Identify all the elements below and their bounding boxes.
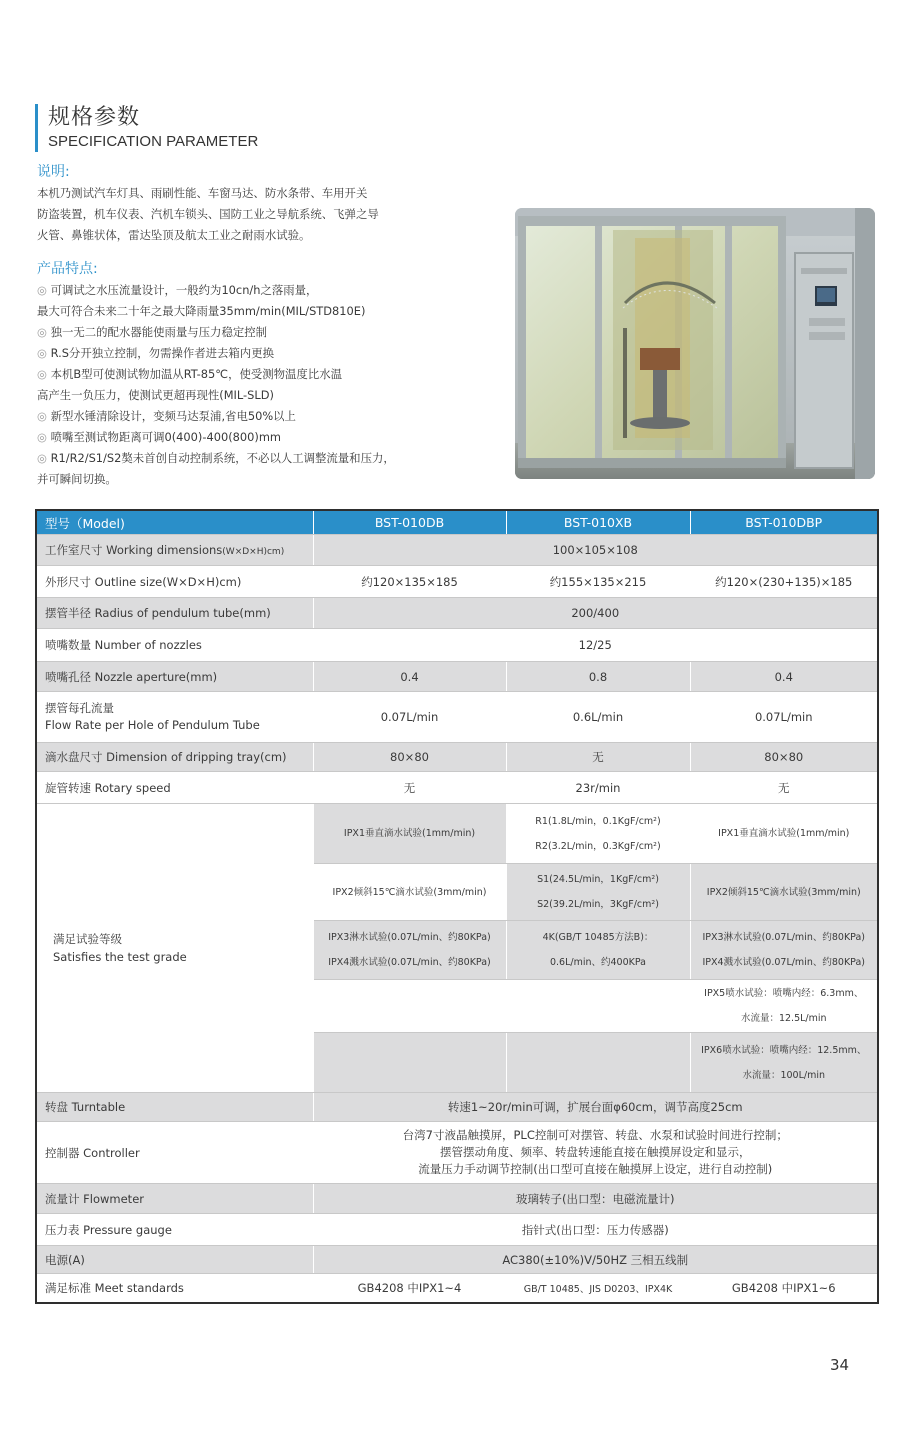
model-col-2: BST-010XB bbox=[506, 510, 690, 535]
features-label: 产品特点: bbox=[37, 261, 98, 277]
features-list bbox=[37, 280, 437, 490]
grade-line: 0.6L/min、约400KPa bbox=[549, 957, 646, 968]
row-label: 外形尺寸 Outline size(W×D×H)cm) bbox=[36, 566, 313, 598]
feature-item bbox=[37, 427, 437, 448]
feature-item bbox=[37, 385, 437, 406]
row-label bbox=[36, 535, 313, 566]
grade-line: IPX3淋水试验(0.07L/min、约80KPa) bbox=[328, 932, 491, 943]
table-row-working-dim bbox=[36, 535, 878, 566]
feature-item bbox=[37, 301, 437, 322]
title-cn: 规格参数 bbox=[48, 105, 141, 130]
feature-item bbox=[37, 322, 437, 343]
feature-item bbox=[37, 364, 437, 385]
model-col-3: BST-010DBP bbox=[690, 510, 878, 535]
grade-line: R1(1.8L/min，0.1KgF/cm²) bbox=[535, 815, 661, 827]
row-value: 23r/min bbox=[506, 772, 690, 804]
row-label: 控制器 Controller bbox=[36, 1122, 313, 1184]
row-value: GB/T 10485、JIS D0203、IPX4K bbox=[506, 1274, 690, 1303]
grade-line: R2(3.2L/min，0.3KgF/cm²) bbox=[535, 840, 661, 852]
label-en: Flow Rate per Hole of Pendulum Tube bbox=[45, 718, 260, 732]
feature-text: 并可瞬间切换。 bbox=[37, 472, 117, 486]
bullet-icon: ◎ bbox=[37, 367, 47, 381]
grade-line: 水流量：100L/min bbox=[742, 1069, 826, 1081]
row-value: GB4208 中IPX1~6 bbox=[690, 1274, 878, 1303]
row-value: 指针式(出口型：压力传感器) bbox=[313, 1214, 878, 1246]
grade-cell bbox=[690, 1033, 878, 1093]
grade-cell bbox=[313, 921, 506, 980]
row-label bbox=[36, 692, 313, 743]
feature-item bbox=[37, 343, 437, 364]
grade-cell: IPX2倾斜15℃滴水试验(3mm/min) bbox=[313, 864, 506, 921]
feature-text: 最大可符合未来二十年之最大降雨量35mm/min(MIL/STD810E) bbox=[37, 304, 366, 318]
description-label: 说明: bbox=[37, 164, 70, 180]
bullet-icon: ◎ bbox=[37, 451, 47, 465]
grade-line: S2(39.2L/min，3KgF/cm²) bbox=[537, 899, 659, 910]
table-row-outline bbox=[36, 566, 878, 598]
table-row-flowmeter bbox=[36, 1184, 878, 1214]
row-label: 电源(A) bbox=[36, 1246, 313, 1274]
table-row-power bbox=[36, 1246, 878, 1274]
row-value: 80×80 bbox=[690, 743, 878, 772]
row-label: 喷嘴孔径 Nozzle aperture(mm) bbox=[36, 662, 313, 692]
feature-item bbox=[37, 448, 437, 469]
description-line: 本机乃测试汽车灯具、雨刷性能、车窗马达、防水条带、车用开关 bbox=[37, 186, 368, 200]
table-header-row bbox=[36, 510, 878, 535]
label-cn: 满足试验等级 bbox=[53, 932, 122, 946]
row-label: 流量计 Flowmeter bbox=[36, 1184, 313, 1214]
row-value: 0.8 bbox=[506, 662, 690, 692]
description-line: 防盗装置，机车仪表、汽机车锁头、国防工业之导航系统、飞弹之导 bbox=[37, 207, 379, 221]
feature-text: 独一无二的配水器能使雨量与压力稳定控制 bbox=[50, 325, 268, 339]
row-value: 0.07L/min bbox=[690, 692, 878, 743]
label-en: Satisfies the test grade bbox=[53, 950, 187, 964]
feature-text: 喷嘴至测试物距离可调0(400)-400(800)mm bbox=[50, 430, 282, 444]
controller-line: 流量压力手动调节控制(出口型可直接在触摸屏上设定，进行自动控制) bbox=[418, 1162, 773, 1176]
bullet-icon: ◎ bbox=[37, 409, 47, 423]
label-cn: 摆管每孔流量 bbox=[45, 701, 114, 715]
table-row-tray bbox=[36, 743, 878, 772]
bullet-icon: ◎ bbox=[37, 283, 47, 297]
grade-cell bbox=[690, 921, 878, 980]
grade-cell bbox=[506, 921, 690, 980]
grade-line: IPX4溅水试验(0.07L/min、约80KPa) bbox=[328, 957, 491, 968]
table-row-turntable bbox=[36, 1093, 878, 1122]
feature-item bbox=[37, 469, 437, 490]
table-row-pressure bbox=[36, 1214, 878, 1246]
table-row-aperture bbox=[36, 662, 878, 692]
feature-text: 高产生一负压力，使测试更超再现性(MIL-SLD) bbox=[37, 388, 274, 402]
grade-label bbox=[36, 804, 313, 1093]
row-value: 转速1~20r/min可调，扩展台面φ60cm，调节高度25cm bbox=[313, 1093, 878, 1122]
bullet-icon: ◎ bbox=[37, 325, 47, 339]
model-col-1: BST-010DB bbox=[313, 510, 506, 535]
row-label: 压力表 Pressure gauge bbox=[36, 1214, 313, 1246]
row-value: 约120×135×185 bbox=[313, 566, 506, 598]
feature-text: R1/R2/S1/S2獒未首创自动控制系统，不必以人工调整流量和压力， bbox=[50, 451, 395, 465]
feature-item bbox=[37, 406, 437, 427]
row-label: 摆管半径 Radius of pendulum tube(mm) bbox=[36, 598, 313, 629]
model-label: 型号（Model) bbox=[36, 510, 313, 535]
grade-cell-empty bbox=[313, 1033, 506, 1093]
grade-cell-empty bbox=[313, 980, 506, 1033]
row-value: GB4208 中IPX1~4 bbox=[313, 1274, 506, 1303]
grade-line: S1(24.5L/min，1KgF/cm²) bbox=[537, 874, 659, 885]
table-row-rotary bbox=[36, 772, 878, 804]
feature-item bbox=[37, 280, 437, 301]
table-row-flow-rate bbox=[36, 692, 878, 743]
label-main: 工作室尺寸 Working dimensions bbox=[45, 543, 223, 557]
row-value: 玻璃转子(出口型：电磁流量计) bbox=[313, 1184, 878, 1214]
row-value: 200/400 bbox=[313, 598, 878, 629]
row-label: 旋管转速 Rotary speed bbox=[36, 772, 313, 804]
row-value: 无 bbox=[506, 743, 690, 772]
row-value: 0.6L/min bbox=[506, 692, 690, 743]
row-value: 约155×135×215 bbox=[506, 566, 690, 598]
page-heading bbox=[35, 104, 258, 152]
row-value: 80×80 bbox=[313, 743, 506, 772]
product-photo bbox=[515, 208, 875, 479]
feature-text: R.S分开独立控制，勿需操作者进去箱内更换 bbox=[50, 346, 274, 360]
grade-line: 4K(GB/T 10485方法B)： bbox=[542, 932, 654, 943]
grade-cell: IPX1垂直滴水试验(1mm/min) bbox=[313, 804, 506, 864]
row-label: 喷嘴数量 Number of nozzles bbox=[36, 629, 313, 662]
row-value: 约120×(230+135)×185 bbox=[690, 566, 878, 598]
grade-line: IPX6喷水试验：喷嘴内经：12.5mm、 bbox=[701, 1044, 867, 1056]
grade-cell: IPX1垂直滴水试验(1mm/min) bbox=[690, 804, 878, 864]
table-row-radius bbox=[36, 598, 878, 629]
row-label: 满足标准 Meet standards bbox=[36, 1274, 313, 1303]
controller-line: 台湾7寸液晶触摸屏，PLC控制可对摆管、转盘、水泵和试验时间进行控制； bbox=[402, 1128, 788, 1142]
page-number: 34 bbox=[830, 1356, 850, 1374]
row-value: 0.4 bbox=[313, 662, 506, 692]
feature-text: 可调试之水压流量设计，一般约为10cn/h之落雨量， bbox=[50, 283, 318, 297]
table-row-controller bbox=[36, 1122, 878, 1184]
row-label: 转盘 Turntable bbox=[36, 1093, 313, 1122]
feature-text: 新型水锤清除设计，变频马达泵浦,省电50%以上 bbox=[50, 409, 296, 423]
description-text bbox=[37, 183, 417, 246]
grade-line: IPX4溅水试验(0.07L/min、约80KPa) bbox=[702, 957, 865, 968]
table-row-grade-1 bbox=[36, 804, 878, 864]
row-value: 0.4 bbox=[690, 662, 878, 692]
label-unit: (W×D×H)cm) bbox=[222, 547, 285, 557]
grade-line: IPX3淋水试验(0.07L/min、约80KPa) bbox=[702, 932, 865, 943]
grade-cell: IPX2倾斜15℃滴水试验(3mm/min) bbox=[690, 864, 878, 921]
row-value: 100×105×108 bbox=[313, 535, 878, 566]
grade-line: 水流量：12.5L/min bbox=[740, 1013, 827, 1024]
row-value: 12/25 bbox=[313, 629, 878, 662]
row-value: AC380(±10%)V/50HZ 三相五线制 bbox=[313, 1246, 878, 1274]
spec-table bbox=[35, 509, 879, 1304]
table-row-nozzles bbox=[36, 629, 878, 662]
rain-chamber-image bbox=[515, 208, 875, 479]
description-line: 火管、鼻锥状体，雷达坠顶及航太工业之耐雨水试验。 bbox=[37, 228, 311, 242]
row-value: 0.07L/min bbox=[313, 692, 506, 743]
row-value: 无 bbox=[313, 772, 506, 804]
grade-cell bbox=[506, 804, 690, 864]
row-value bbox=[313, 1122, 878, 1184]
bullet-icon: ◎ bbox=[37, 346, 47, 360]
feature-text: 本机B型可使测试物加温从RT-85℃，使受测物温度比水温 bbox=[50, 367, 342, 381]
controller-line: 摆管摆动角度、频率、转盘转速能直接在触摸屏设定和显示， bbox=[440, 1145, 751, 1159]
row-label: 滴水盘尺寸 Dimension of dripping tray(cm) bbox=[36, 743, 313, 772]
title-en: SPECIFICATION PARAMETER bbox=[48, 133, 259, 150]
grade-cell bbox=[506, 864, 690, 921]
grade-cell bbox=[690, 980, 878, 1033]
table-row-standards bbox=[36, 1274, 878, 1303]
grade-line: IPX5喷水试验：喷嘴内经：6.3mm、 bbox=[704, 988, 864, 999]
row-value: 无 bbox=[690, 772, 878, 804]
bullet-icon: ◎ bbox=[37, 430, 47, 444]
grade-cell-empty bbox=[506, 1033, 690, 1093]
grade-cell-empty bbox=[506, 980, 690, 1033]
